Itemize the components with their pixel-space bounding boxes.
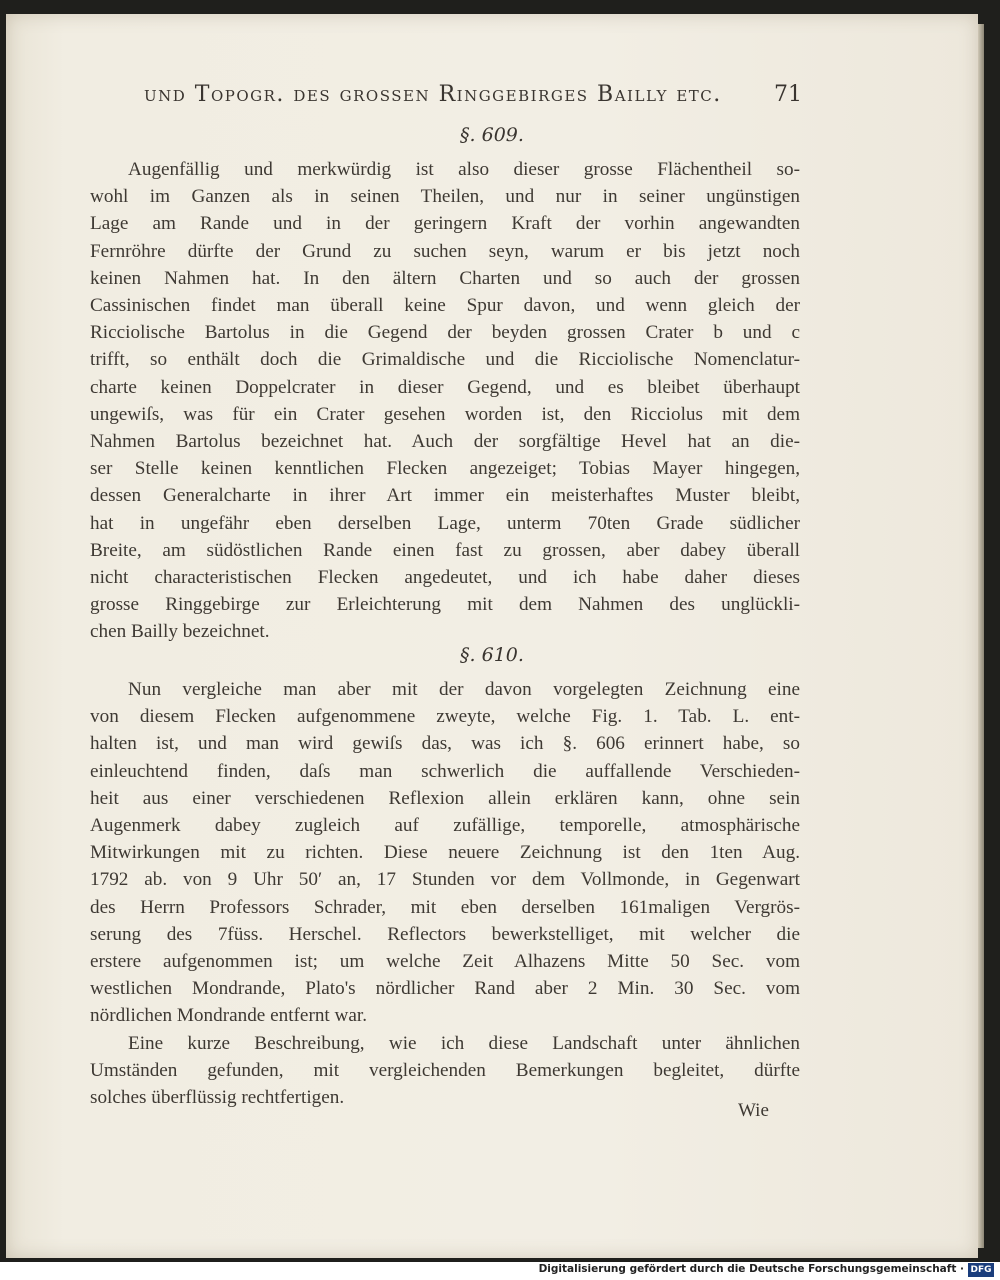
text-line: Augenfällig und merkwürdig ist also dieser grosse Flächentheil so-	[128, 159, 800, 180]
text-line: serung des 7füss. Herschel. Reflectors bewerkstelliget, mit welcher die	[90, 923, 800, 945]
section-heading-610: §. 610.	[460, 644, 524, 666]
text-line: ser Stelle keinen kenntlichen Flecken angezeiget; Tobias Mayer hingegen,	[90, 458, 800, 480]
text-line: Lage am Rande und in der geringern Kraft der vorhin angewandten	[90, 213, 800, 235]
text-line: Umständen gefunden, mit vergleichenden Bemerkungen begleitet, dürfte	[90, 1060, 800, 1082]
text-line: Mitwirkungen mit zu richten. Diese neuere Zeichnung ist den 1ten Aug.	[90, 842, 800, 864]
text-line: Eine kurze Beschreibung, wie ich diese Landschaft unter ähnlichen	[128, 1033, 800, 1054]
text-line: Cassinischen findet man überall keine Spur davon, und wenn gleich der	[90, 295, 800, 317]
text-line: heit aus einer verschiedenen Reflexion allein erklären kann, ohne sein	[90, 787, 800, 809]
section-heading-609: §. 609.	[460, 124, 524, 146]
running-title: und Topogr. des grossen Ringgebirges Bailly etc.	[144, 82, 722, 107]
text-line: Ricciolische Bartolus in die Gegend der beyden grossen Crater b und c	[90, 322, 800, 344]
text-line: Nun vergleiche man aber mit der davon vorgelegten Zeichnung eine	[128, 679, 800, 700]
text-line: trifft, so enthält doch die Grimaldische und die Ricciolische Nomenclatur-	[90, 349, 800, 371]
dfg-logo: DFG	[968, 1263, 994, 1277]
text-line: nicht characteristischen Flecken angedeutet, und ich habe daher dieses	[90, 567, 800, 589]
text-line: Augenmerk dabey zugleich auf zufällige, temporelle, atmosphärische	[90, 815, 800, 837]
text-line: westlichen Mondrande, Plato's nördlicher Rand aber 2 Min. 30 Sec. vom	[90, 978, 800, 1000]
catchword: Wie	[738, 1100, 769, 1121]
text-line: von diesem Flecken aufgenommene zweyte, welche Fig. 1. Tab. L. ent-	[90, 706, 800, 728]
section-609-body	[90, 156, 800, 646]
text-line: erstere aufgenommen ist; um welche Zeit Alhazens Mitte 50 Sec. vom	[90, 951, 800, 973]
text-line: keinen Nahmen hat. In den ältern Charten und so auch der grossen	[90, 267, 800, 289]
text-line: 1792 ab. von 9 Uhr 50′ an, 17 Stunden vor dem Vollmonde, in Gegenwart	[90, 869, 800, 891]
page-edge	[978, 24, 984, 1248]
text-line: einleuchtend finden, daſs man schwerlich die auffallende Verschieden-	[90, 760, 800, 782]
text-line: des Herrn Professors Schrader, mit eben derselben 161maligen Vergrös-	[90, 896, 800, 918]
footer-credit: Digitalisierung gefördert durch die Deutsche Forschungsgemeinschaft ·	[538, 1263, 964, 1275]
text-line: charte keinen Doppelcrater in dieser Gegend, und es bleibet überhaupt	[90, 376, 800, 398]
text-line: Nahmen Bartolus bezeichnet hat. Auch der sorgfältige Hevel hat an die-	[90, 431, 800, 453]
text-line: Breite, am südöstlichen Rande einen fast zu grossen, aber dabey überall	[90, 539, 800, 561]
book-page	[6, 14, 978, 1258]
closing-paragraph	[90, 1030, 800, 1112]
text-line: grosse Ringgebirge zur Erleichterung mit dem Nahmen des unglückli-	[90, 594, 800, 616]
text-line: solches überflüssig rechtfertigen.	[90, 1087, 345, 1109]
text-line: ungewiſs, was für ein Crater gesehen worden ist, den Ricciolus mit dem	[90, 403, 800, 425]
text-line: chen Bailly bezeichnet.	[90, 621, 270, 643]
section-610-body	[90, 676, 800, 1030]
text-line: nördlichen Mondrande entfernt war.	[90, 1005, 368, 1027]
text-line: dessen Generalcharte in ihrer Art immer ein meisterhaftes Muster bleibt,	[90, 485, 800, 507]
page-number: 71	[774, 82, 802, 107]
text-line: halten ist, und man wird gewiſs das, was ich §. 606 erinnert habe, so	[90, 733, 800, 755]
text-line: hat in ungefähr eben derselben Lage, unterm 70ten Grade südlicher	[90, 512, 800, 534]
text-line: Fernröhre dürfte der Grund zu suchen seyn, warum er bis jetzt noch	[90, 240, 800, 262]
text-line: wohl im Ganzen als in seinen Theilen, und nur in seiner ungünstigen	[90, 186, 800, 208]
